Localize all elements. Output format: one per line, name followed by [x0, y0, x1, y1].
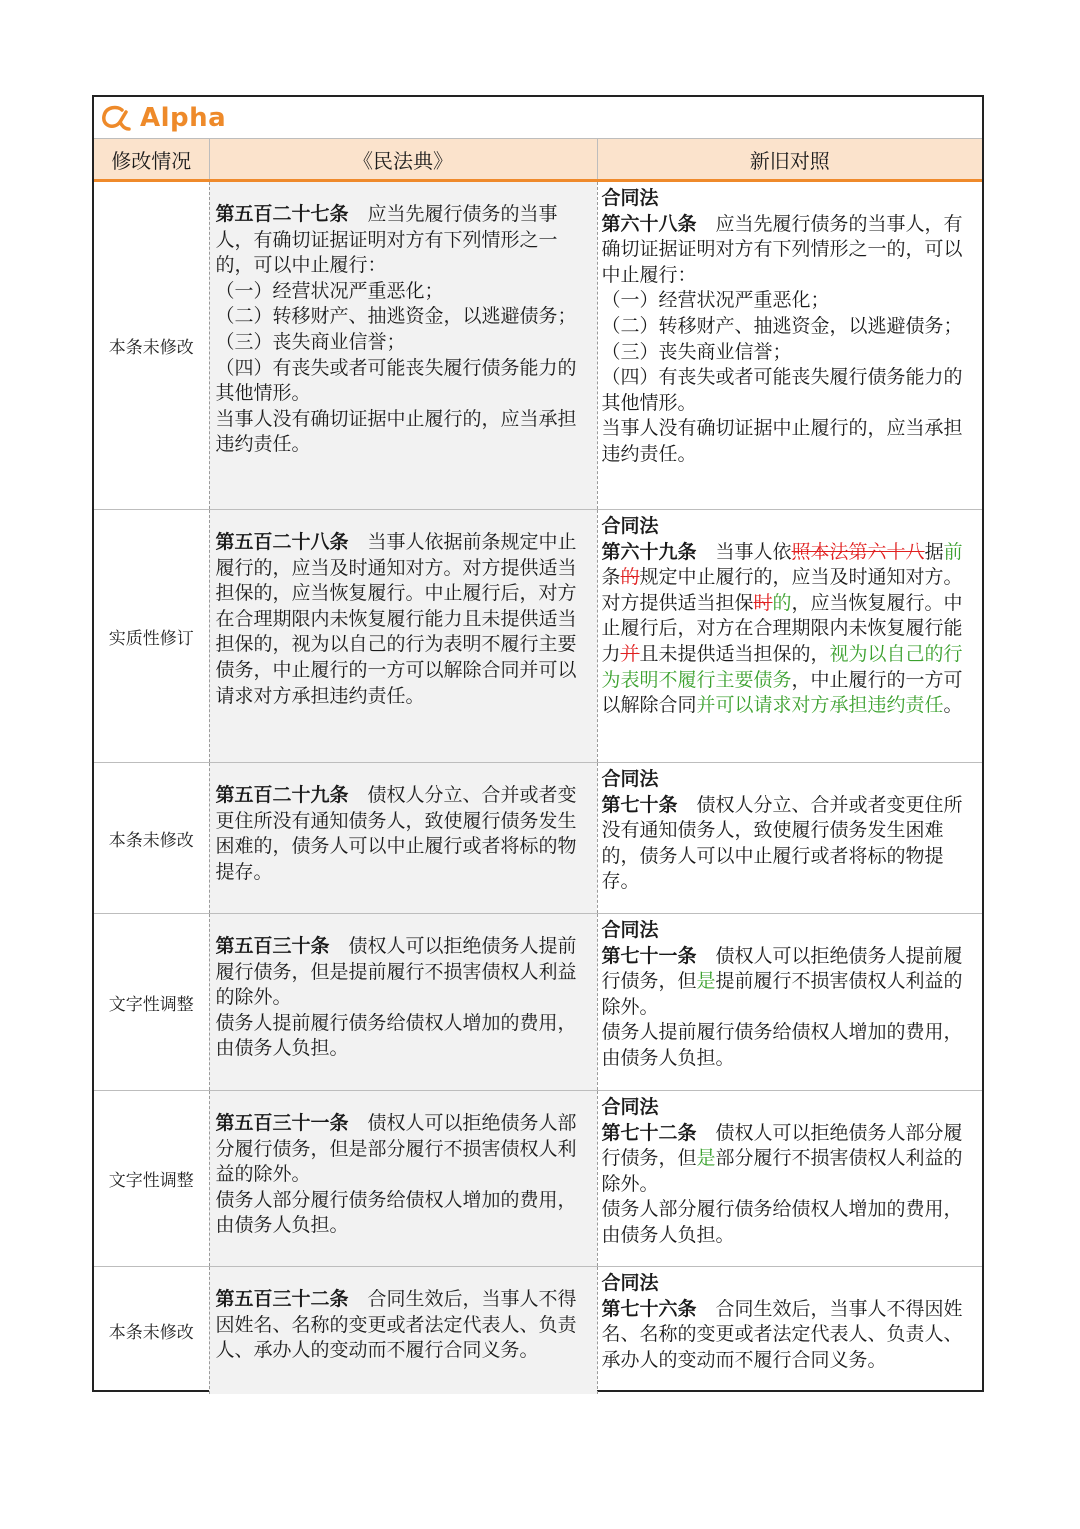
civil-code-text — [210, 182, 597, 458]
article-number: 第五百三十条 — [215, 935, 330, 957]
civil-code-text — [210, 1091, 597, 1239]
old-law-text — [598, 182, 983, 468]
inserted-text: 视为以自己的行为表明不履行主要债务 — [601, 642, 963, 691]
article-paragraph: 当事人没有确切证据中止履行的，应当承担违约责任。 — [215, 407, 577, 456]
article-number: 第六十九条 — [601, 540, 697, 563]
article-paragraph: 第七十六条 合同生效后，当事人不得因姓名、名称的变更或者法定代表人、负责人、承办人的变动而不履行合同义务。 — [601, 1297, 963, 1371]
table-row — [94, 914, 982, 1091]
old-law-name: 合同法 — [601, 768, 659, 790]
article-paragraph: （二）转移财产、抽逃资金，以逃避债务； — [601, 314, 963, 337]
brand-bar — [94, 97, 982, 139]
inserted-text: 是 — [696, 1147, 716, 1170]
civil-code-cell — [209, 763, 597, 914]
deleted-text: 的 — [620, 566, 640, 589]
old-law-name: 合同法 — [601, 515, 659, 537]
status-cell: 文字性调整 — [94, 1091, 209, 1267]
old-law-cell — [597, 763, 982, 914]
table-row — [94, 1267, 982, 1394]
civil-code-text — [210, 510, 597, 709]
article-paragraph: 第五百三十一条 债权人可以拒绝债务人部分履行债务，但是部分履行不损害债权人利益的除外。 — [215, 1112, 577, 1186]
deleted-text: 照本法第六十八 — [791, 540, 925, 563]
header-status: 修改情况 — [94, 139, 209, 181]
header-compare: 新旧对照 — [597, 139, 982, 181]
table-row — [94, 510, 982, 763]
old-law-cell — [597, 914, 982, 1091]
article-paragraph: 债务人提前履行债务给债权人增加的费用，由债务人负担。 — [215, 1011, 577, 1060]
article-paragraph: 第五百二十九条 债权人分立、合并或者变更住所没有通知债务人，致使履行债务发生困难的，债务人可以中止履行或者将标的物提存。 — [215, 784, 577, 883]
article-paragraph: 第七十一条 债权人可以拒绝债务人提前履行债务，但是提前履行不损害债权人利益的除外。 — [601, 944, 963, 1018]
article-paragraph: 债务人部分履行债务给债权人增加的费用，由债务人负担。 — [601, 1198, 963, 1246]
deleted-text: 并 — [620, 642, 640, 665]
old-law-cell — [597, 510, 982, 763]
civil-code-cell — [209, 181, 597, 510]
article-paragraph: 债务人部分履行债务给债权人增加的费用，由债务人负担。 — [215, 1188, 577, 1237]
old-law-cell — [597, 181, 982, 510]
article-number: 第七十条 — [601, 793, 678, 816]
status-cell: 本条未修改 — [94, 181, 209, 510]
old-law-name: 合同法 — [601, 1096, 659, 1118]
status-cell: 文字性调整 — [94, 914, 209, 1091]
table-row — [94, 1091, 982, 1267]
article-paragraph: （四）有丧失或者可能丧失履行债务能力的其他情形。 — [601, 366, 963, 414]
old-law-name: 合同法 — [601, 187, 659, 209]
article-number: 第五百三十二条 — [215, 1288, 349, 1310]
old-law-text — [598, 1267, 983, 1373]
article-paragraph: （一）经营状况严重恶化； — [215, 279, 444, 302]
inserted-text: 是 — [696, 970, 716, 993]
article-paragraph: 第五百二十八条 当事人依据前条规定中止履行的，应当及时通知对方。对方提供适当担保的，应当恢复履行。中止履行后，对方在合理期限内未恢复履行能力且未提供适当担保的，视为以自己的行为表明不履行主要债务，中止履行的一方可以解除合同并可以请求对方承担违约责任。 — [215, 531, 577, 707]
old-law-text — [598, 1091, 983, 1249]
article-number: 第六十八条 — [601, 212, 697, 235]
article-paragraph: （二）转移财产、抽逃资金，以逃避债务； — [215, 305, 577, 328]
article-paragraph: （三）丧失商业信誉； — [601, 340, 792, 363]
article-paragraph: 当事人没有确切证据中止履行的，应当承担违约责任。 — [601, 417, 963, 465]
alpha-logo-icon — [100, 103, 134, 133]
civil-code-cell — [209, 914, 597, 1091]
brand-name: Alpha — [140, 102, 227, 133]
old-law-text — [598, 914, 983, 1072]
old-law-cell — [597, 1091, 982, 1267]
article-number: 第五百三十一条 — [215, 1112, 349, 1134]
article-number: 第五百二十七条 — [215, 203, 349, 225]
comparison-sheet — [92, 95, 984, 1392]
article-paragraph: 第七十二条 债权人可以拒绝债务人部分履行债务，但是部分履行不损害债权人利益的除外。 — [601, 1121, 963, 1195]
inserted-text: 并可以请求对方承担违约责任 — [696, 694, 944, 717]
article-number: 第七十二条 — [601, 1121, 697, 1144]
old-law-cell — [597, 1267, 982, 1394]
article-paragraph: 第五百三十二条 合同生效后，当事人不得因姓名、名称的变更或者法定代表人、负责人、承办人的变动而不履行合同义务。 — [215, 1288, 577, 1362]
civil-code-text — [210, 763, 597, 885]
inserted-text: 前 — [943, 540, 963, 563]
header-civil-code: 《民法典》 — [209, 139, 597, 181]
article-paragraph: （三）丧失商业信誉； — [215, 330, 406, 353]
article-paragraph: 第六十八条 应当先履行债务的当事人，有确切证据证明对方有下列情形之一的，可以中止履行： — [601, 212, 963, 286]
article-number: 第七十六条 — [601, 1297, 697, 1320]
old-law-text — [598, 510, 983, 719]
article-number: 第七十一条 — [601, 944, 697, 967]
article-paragraph: （四）有丧失或者可能丧失履行债务能力的其他情形。 — [215, 356, 577, 405]
article-paragraph: 第五百三十条 债权人可以拒绝债务人提前履行债务，但是提前履行不损害债权人利益的除外。 — [215, 935, 577, 1009]
civil-code-text — [210, 914, 597, 1062]
civil-code-text — [210, 1267, 597, 1364]
article-number: 第五百二十九条 — [215, 784, 349, 806]
article-paragraph: 债务人提前履行债务给债权人增加的费用，由债务人负担。 — [601, 1021, 963, 1069]
status-cell: 本条未修改 — [94, 1267, 209, 1394]
article-paragraph: 第七十条 债权人分立、合并或者变更住所没有通知债务人，致使履行债务发生困难的，债务人可以中止履行或者将标的物提存。 — [601, 793, 963, 893]
civil-code-cell — [209, 1091, 597, 1267]
table-row — [94, 763, 982, 914]
status-cell: 实质性修订 — [94, 510, 209, 763]
old-law-text — [598, 763, 983, 895]
status-cell: 本条未修改 — [94, 763, 209, 914]
table-row — [94, 181, 982, 510]
civil-code-cell — [209, 510, 597, 763]
article-paragraph: （一）经营状况严重恶化； — [601, 289, 830, 312]
civil-code-cell — [209, 1267, 597, 1394]
article-paragraph: 第六十九条 当事人依照本法第六十八据前条的规定中止履行的，应当及时通知对方。对方提供适当担保时的，应当恢复履行。中止履行后，对方在合理期限内未恢复履行能力并且未提供适当担保的，视为以自己的行为表明不履行主要债务，中止履行的一方可以解除合同并可以请求对方承担违约责任。 — [601, 540, 963, 717]
old-law-name: 合同法 — [601, 1272, 659, 1294]
inserted-text: 的 — [772, 591, 792, 614]
comparison-table — [94, 139, 982, 1394]
old-law-name: 合同法 — [601, 919, 659, 941]
deleted-text: 时 — [753, 591, 773, 614]
article-number: 第五百二十八条 — [215, 531, 349, 553]
article-paragraph: 第五百二十七条 应当先履行债务的当事人，有确切证据证明对方有下列情形之一的，可以中止履行： — [215, 203, 558, 277]
table-header-row — [94, 139, 982, 181]
